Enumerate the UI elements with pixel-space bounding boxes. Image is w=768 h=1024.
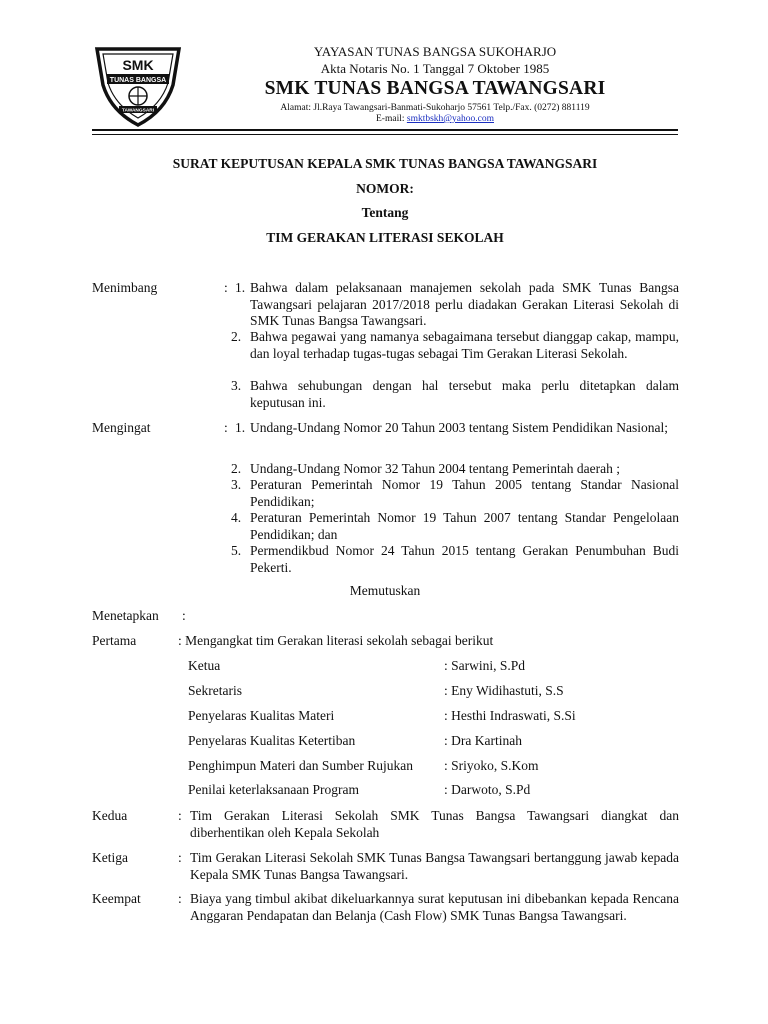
menimbang-num-2: 2. [231,329,242,344]
email-line [200,113,670,125]
logo-text: SMK [122,57,154,73]
ketiga-text: Tim Gerakan Literasi Sekolah SMK Tunas Bangsa Tawangsari bertanggung jawab kepada Kepala SMK Tunas Bangsa Tawangsari. [190,850,679,882]
member-role: Penyelaras Kualitas Materi [188,708,335,723]
member-role: Sekretaris [188,683,242,698]
ketiga-colon: : [178,850,182,865]
mengingat-label: Mengingat [92,420,151,435]
logo-bottom-text: TAWANGSARI [121,108,155,114]
kedua-colon: : [178,808,182,823]
ketiga-label: Ketiga [92,850,128,865]
member-name: : Sarwini, S.Pd [444,658,526,673]
mengingat-num-3: 3. [231,477,242,492]
member-role: Penyelaras Kualitas Ketertiban [188,733,356,748]
school-address: Alamat: Jl.Raya Tawangsari-Banmati-Sukoharjo 57561 Telp./Fax. (0272) 881119 [280,103,590,113]
decree-subject: TIM GERAKAN LITERASI SEKOLAH [266,230,504,245]
menetapkan-label: Menetapkan [92,608,159,623]
email-label: E-mail: [376,114,405,124]
member-role: Penilai keterlaksanaan Program [188,782,359,797]
keempat-label: Keempat [92,891,141,906]
letterhead-rule-thin [92,134,678,135]
mengingat-num-5: 5. [231,543,242,558]
menimbang-item-1: Bahwa dalam pelaksanaan manajemen sekolah pada SMK Tunas Bangsa Tawangsari pelajaran 2017/2018 perlu diadakan Gerakan Literasi Sekolah di SMK Tunas Bangsa Tawangsari. [250,280,679,328]
menetapkan-colon: : [182,608,186,623]
menimbang-num-1: 1. [235,280,246,295]
decree-title: SURAT KEPUTUSAN KEPALA SMK TUNAS BANGSA TAWANGSARI [172,156,598,171]
member-role: Ketua [188,658,221,673]
logo-band-text: TUNAS BANGSA [109,77,167,84]
mengingat-colon: : [224,420,228,435]
mengingat-item-4: Peraturan Pemerintah Nomor 19 Tahun 2007 tentang Standar Pengelolaan Pendidikan; dan [250,510,679,542]
notary-line: Akta Notaris No. 1 Tanggal 7 Oktober 1985 [320,61,550,76]
mengingat-item-5: Permendikbud Nomor 24 Tahun 2015 tentang Gerakan Penumbuhan Budi Pekerti. [250,543,679,575]
decree-about: Tentang [361,205,409,220]
keempat-colon: : [178,891,182,906]
menimbang-num-3: 3. [231,378,242,393]
letterhead-rule-thick [92,129,678,131]
foundation-name: YAYASAN TUNAS BANGSA SUKOHARJO [313,44,557,59]
mengingat-num-1: 1. [235,420,246,435]
kedua-text: Tim Gerakan Literasi Sekolah SMK Tunas Bangsa Tawangsari diangkat dan diberhentikan oleh Kepala Sekolah [190,808,679,840]
mengingat-num-4: 4. [231,510,242,525]
keempat-text: Biaya yang timbul akibat dikeluarkannya surat keputusan ini dibebankan kepada Rencana Anggaran Pendapatan dan Belanja (Cash Flow) SMK Tunas Bangsa Tawangsari. [190,891,679,923]
mengingat-item-1: Undang-Undang Nomor 20 Tahun 2003 tentang Sistem Pendidikan Nasional; [250,420,668,435]
email-link[interactable]: smktbskh@yahoo.com [406,114,494,124]
memutuskan-heading: Memutuskan [349,583,421,598]
member-role: Penghimpun Materi dan Sumber Rujukan [188,758,413,773]
kedua-label: Kedua [92,808,128,823]
member-name: : Darwoto, S.Pd [444,782,531,797]
school-logo [93,45,183,127]
school-name: SMK TUNAS BANGSA TAWANGSARI [264,78,606,99]
decree-number: NOMOR: [356,181,414,196]
pertama-label: Pertama [92,633,137,648]
pertama-text: : Mengangkat tim Gerakan literasi sekolah sebagai berikut [178,633,494,648]
mengingat-item-3: Peraturan Pemerintah Nomor 19 Tahun 2005 tentang Standar Nasional Pendidikan; [250,477,679,509]
member-name: : Eny Widihastuti, S.S [444,683,564,698]
menimbang-item-3: Bahwa sehubungan dengan hal tersebut maka perlu ditetapkan dalam keputusan ini. [250,378,679,410]
menimbang-item-2: Bahwa pegawai yang namanya sebagaimana tersebut dianggap cakap, mampu, dan loyal terhadap tugas-tugas sebagai Tim Gerakan Literasi Sekolah. [250,329,679,361]
menimbang-label: Menimbang [92,280,158,295]
mengingat-item-2: Undang-Undang Nomor 32 Tahun 2004 tentang Pemerintah daerah ; [250,461,620,476]
mengingat-num-2: 2. [231,461,242,476]
member-name: : Hesthi Indraswati, S.Si [444,708,576,723]
member-name: : Dra Kartinah [444,733,522,748]
member-name: : Sriyoko, S.Kom [444,758,539,773]
menimbang-colon: : [224,280,228,295]
